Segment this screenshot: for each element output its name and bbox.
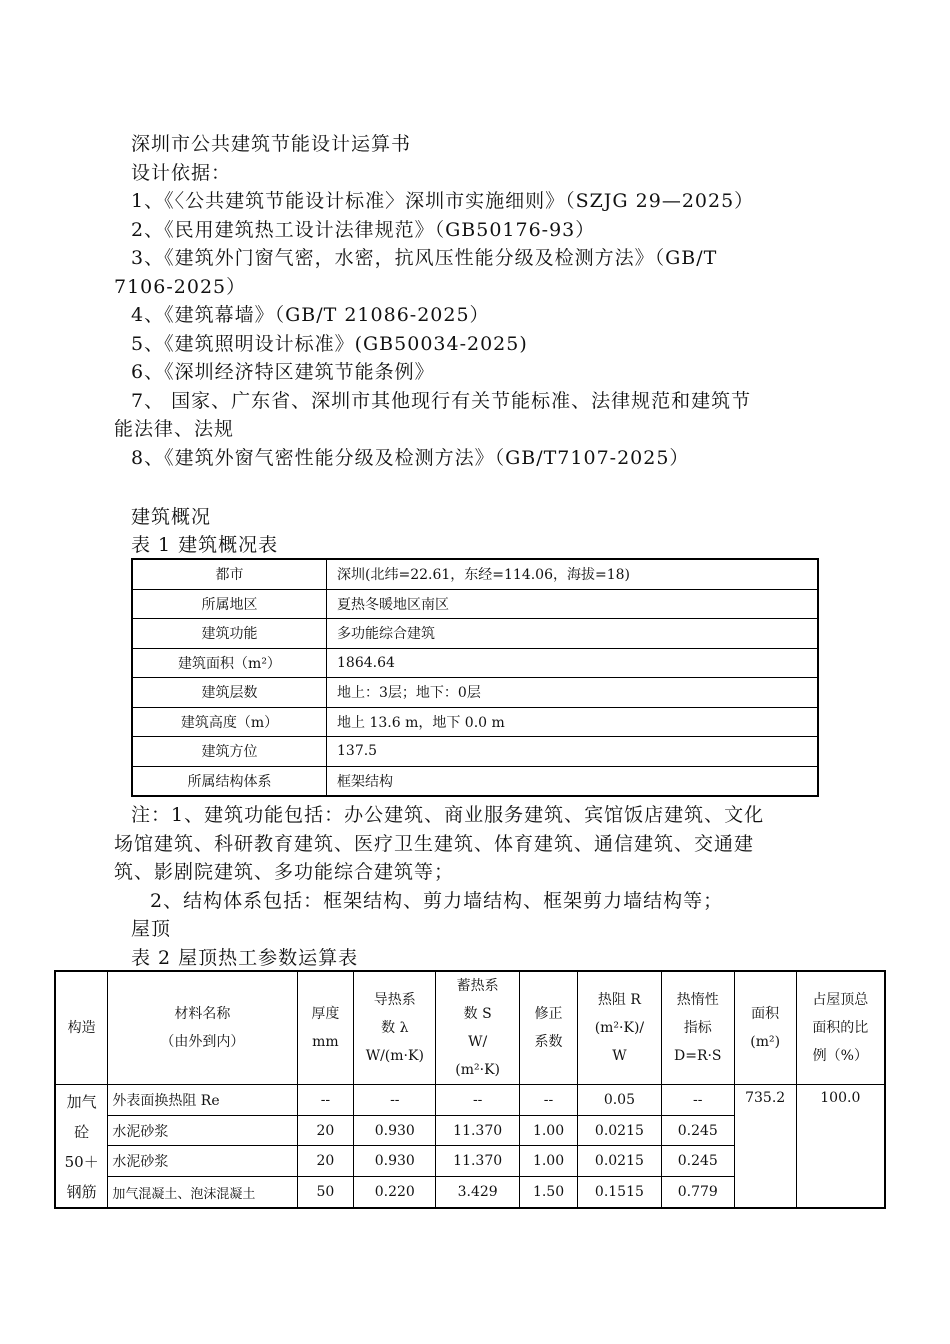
material-name: 水泥砂浆 — [108, 1146, 297, 1177]
basis-item-2: 2、《民用建筑热工设计法律规范》（GB50176-93） — [131, 219, 596, 241]
storage-cell: 3.429 — [436, 1177, 520, 1208]
area-cell: 735.2 — [734, 1085, 796, 1209]
resistance-cell: 0.1515 — [577, 1177, 661, 1208]
table-key: 所属地区 — [132, 589, 327, 619]
lambda-cell: -- — [354, 1085, 436, 1116]
note-line-3: 筑、影剧院建筑、多功能综合建筑等； — [114, 861, 455, 883]
table-key: 建筑功能 — [132, 619, 327, 649]
table-value: 多功能综合建筑 — [327, 619, 819, 649]
material-name: 外表面换热阻 Re — [108, 1085, 297, 1116]
note-line-4: 2、结构体系包括：框架结构、剪力墙结构、框架剪力墙结构等； — [150, 890, 724, 912]
header-thickness: 厚度 mm — [297, 971, 354, 1085]
table-value: 地上：3层；地下：0层 — [327, 678, 819, 708]
basis-item-7: 7、 国家、广东省、深圳市其他现行有关节能标准、法律规范和建筑节 — [131, 390, 752, 412]
table2-caption: 表 2 屋顶热工参数运算表 — [131, 947, 359, 969]
basis-item-8: 8、《建筑外窗气密性能分级及检测方法》（GB/T7107-2025） — [131, 447, 690, 469]
header-ratio: 占屋顶总 面积的比 例（%） — [796, 971, 885, 1085]
thickness-cell: 20 — [297, 1146, 354, 1177]
table-row — [55, 1085, 885, 1116]
construction-name: 加气 砼 50＋ 钢筋 — [55, 1085, 108, 1209]
table-key: 所属结构体系 — [132, 766, 327, 796]
note-line-1: 注：1、建筑功能包括：办公建筑、商业服务建筑、宾馆饭店建筑、文化 — [131, 804, 765, 826]
lambda-cell: 0.930 — [354, 1146, 436, 1177]
header-area: 面积 (m²) — [734, 971, 796, 1085]
table-value: 夏热冬暖地区南区 — [327, 589, 819, 619]
correction-cell: 1.50 — [520, 1177, 578, 1208]
inertia-cell: 0.245 — [661, 1146, 734, 1177]
table-row — [132, 766, 818, 796]
material-name: 水泥砂浆 — [108, 1115, 297, 1146]
basis-item-3-cont: 7106-2025） — [114, 276, 247, 298]
correction-cell: 1.00 — [520, 1115, 578, 1146]
lambda-cell: 0.930 — [354, 1115, 436, 1146]
basis-item-6: 6、《深圳经济特区建筑节能条例》 — [131, 361, 435, 383]
thickness-cell: 50 — [297, 1177, 354, 1208]
material-name: 加气混凝土、泡沫混凝土 — [108, 1177, 297, 1208]
basis-item-4: 4、《建筑幕墙》（GB/T 21086-2025） — [131, 304, 490, 326]
resistance-cell: 0.05 — [577, 1085, 661, 1116]
table-header-row — [55, 971, 885, 1085]
roof-heading: 屋顶 — [131, 918, 172, 940]
table-key: 建筑方位 — [132, 737, 327, 767]
header-correction: 修正 系数 — [520, 971, 578, 1085]
table-key: 建筑面积（m²） — [132, 648, 327, 678]
overview-heading: 建筑概况 — [131, 506, 212, 528]
storage-cell: 11.370 — [436, 1115, 520, 1146]
table-value: 地上 13.6 m，地下 0.0 m — [327, 707, 819, 737]
table-value: 137.5 — [327, 737, 819, 767]
resistance-cell: 0.0215 — [577, 1115, 661, 1146]
document-title: 深圳市公共建筑节能设计运算书 — [131, 133, 412, 155]
header-storage: 蓄热系 数 S W/ (m²·K) — [436, 971, 520, 1085]
basis-heading: 设计依据： — [131, 162, 232, 184]
table-row — [132, 707, 818, 737]
table-row — [132, 737, 818, 767]
header-inertia: 热惰性 指标 D=R·S — [661, 971, 734, 1085]
header-construction: 构造 — [55, 971, 108, 1085]
table-key: 建筑高度（m） — [132, 707, 327, 737]
ratio-cell: 100.0 — [796, 1085, 885, 1209]
correction-cell: 1.00 — [520, 1146, 578, 1177]
roof-thermal-table — [54, 970, 886, 1209]
correction-cell: -- — [520, 1085, 578, 1116]
inertia-cell: -- — [661, 1085, 734, 1116]
thickness-cell: 20 — [297, 1115, 354, 1146]
basis-item-5: 5、《建筑照明设计标准》(GB50034-2025) — [131, 333, 528, 355]
basis-item-3: 3、《建筑外门窗气密，水密，抗风压性能分级及检测方法》（GB/T — [131, 247, 718, 269]
header-material: 材料名称 （由外到内） — [108, 971, 297, 1085]
table-key: 都市 — [132, 559, 327, 589]
note-line-2: 场馆建筑、科研教育建筑、医疗卫生建筑、体育建筑、通信建筑、交通建 — [114, 833, 755, 855]
table-value: 框架结构 — [327, 766, 819, 796]
table-value: 1864.64 — [327, 648, 819, 678]
header-resistance: 热阻 R (m²·K)/ W — [577, 971, 661, 1085]
table-row — [132, 648, 818, 678]
inertia-cell: 0.245 — [661, 1115, 734, 1146]
thickness-cell: -- — [297, 1085, 354, 1116]
table-row — [132, 678, 818, 708]
storage-cell: -- — [436, 1085, 520, 1116]
inertia-cell: 0.779 — [661, 1177, 734, 1208]
building-overview-table — [131, 558, 819, 797]
header-lambda: 导热系 数 λ W/(m·K) — [354, 971, 436, 1085]
table-row — [132, 619, 818, 649]
table-key: 建筑层数 — [132, 678, 327, 708]
table-row — [132, 589, 818, 619]
storage-cell: 11.370 — [436, 1146, 520, 1177]
basis-item-7-cont: 能法律、法规 — [114, 418, 235, 440]
basis-item-1: 1、《〈公共建筑节能设计标准〉深圳市实施细则》（SZJG 29—2025） — [131, 190, 755, 212]
table1-caption: 表 1 建筑概况表 — [131, 534, 279, 556]
table-row — [132, 559, 818, 589]
lambda-cell: 0.220 — [354, 1177, 436, 1208]
resistance-cell: 0.0215 — [577, 1146, 661, 1177]
table-value: 深圳(北纬=22.61，东经=114.06，海拔=18) — [327, 559, 819, 589]
